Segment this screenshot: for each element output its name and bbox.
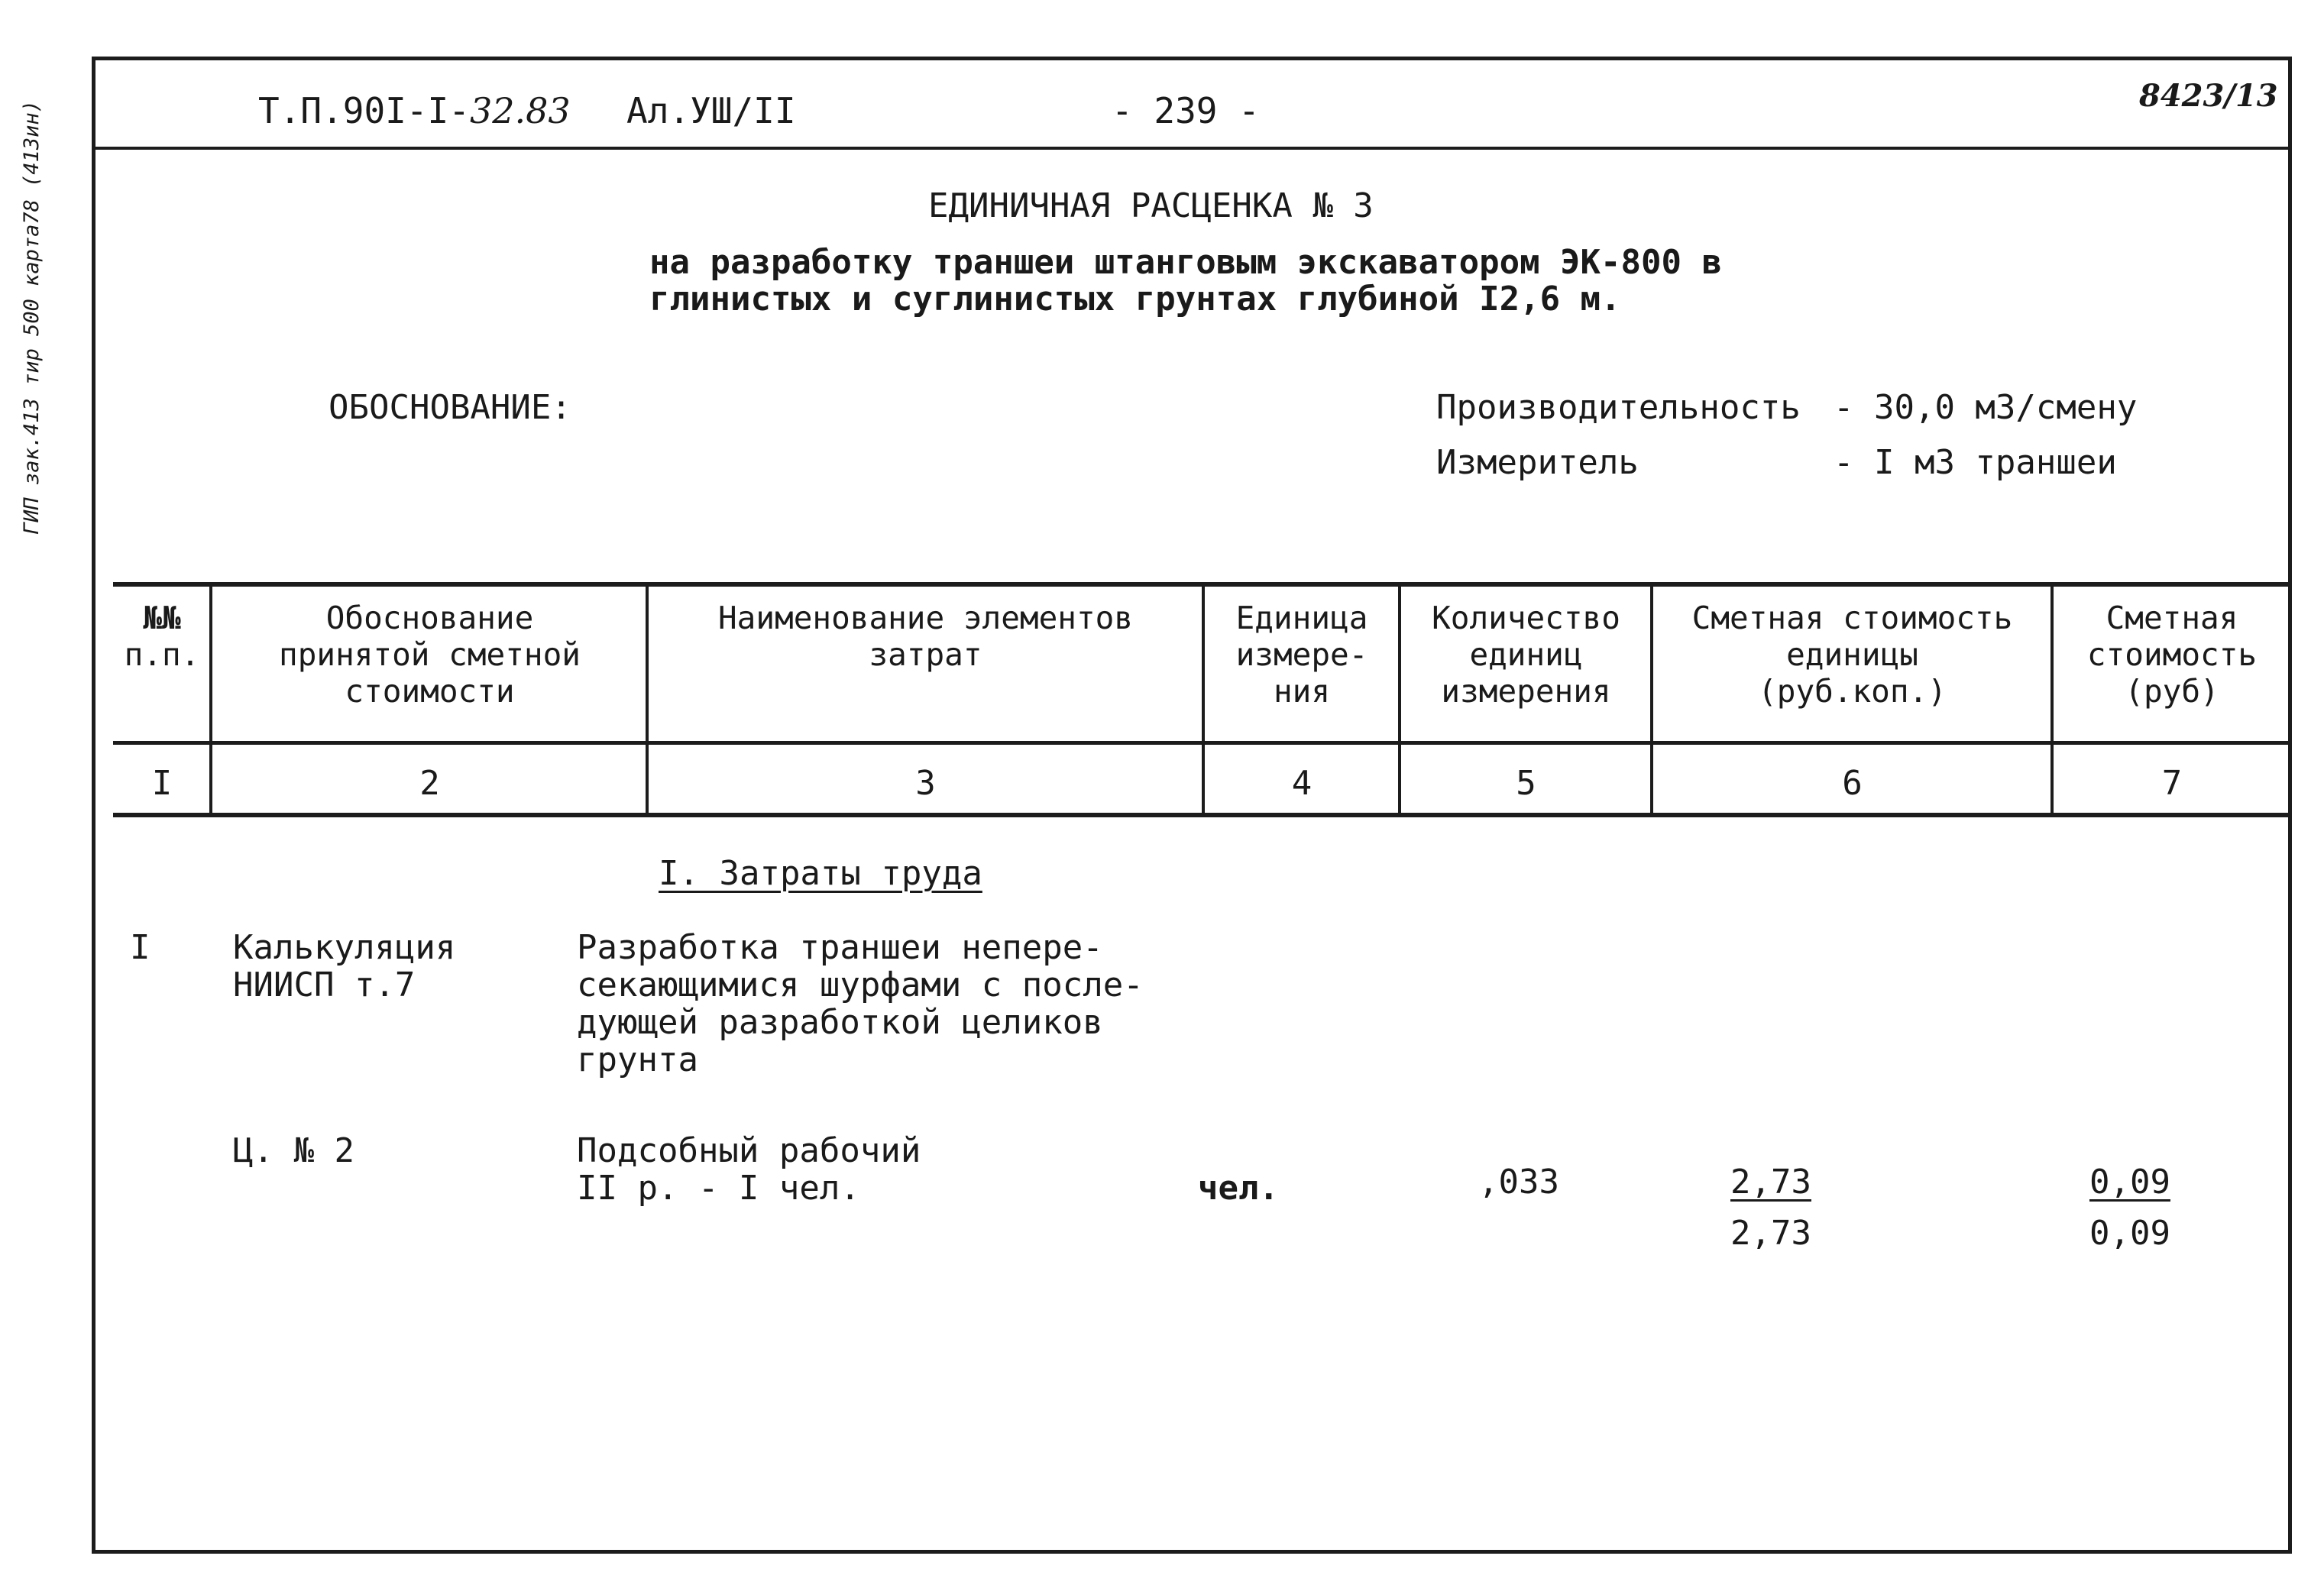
col-header-5: Количество единиц измерения bbox=[1432, 600, 1620, 710]
col-number-2: 2 bbox=[419, 764, 440, 803]
row2-unit-cost-bottom: 2,73 bbox=[1730, 1214, 1811, 1253]
row2-unit: чел. bbox=[1198, 1169, 1279, 1208]
document-subtitle-line1: на разработку траншеи штанговым экскаватором ЭК-800 в bbox=[649, 243, 1722, 282]
page-number: - 239 - bbox=[1112, 90, 1260, 131]
table-col-divider-1 bbox=[209, 587, 212, 813]
col-header-7: Сметная стоимость (руб) bbox=[2086, 600, 2258, 710]
productivity-value: - 30,0 м3/смену bbox=[1834, 388, 2138, 427]
table-header-rule bbox=[113, 741, 2289, 745]
section-title: I. Затраты труда bbox=[659, 854, 982, 893]
col-header-2: Обоснование принятой сметной стоимости bbox=[279, 600, 581, 710]
row1-description: Разработка траншеи непере- секающимися шурфами с после- дующей разработкой целиков грунта bbox=[577, 928, 1144, 1079]
row2-total-top: 0,09 bbox=[2089, 1163, 2170, 1202]
row2-total-bottom: 0,09 bbox=[2089, 1214, 2170, 1253]
row1-number: I bbox=[130, 928, 151, 967]
table-col-divider-5 bbox=[1650, 587, 1653, 813]
col-number-7: 7 bbox=[2161, 764, 2183, 803]
sheet-number: 8423/13 bbox=[2139, 78, 2278, 114]
margin-note: ГИП зак.413 тир 500 карта78 (413ин) bbox=[20, 100, 44, 535]
doc-code-handwritten: 32.83 bbox=[469, 90, 571, 131]
col-header-1: №№ п.п. bbox=[124, 600, 200, 673]
table-col-divider-4 bbox=[1398, 587, 1401, 813]
table-col-divider-2 bbox=[646, 587, 649, 813]
header-rule bbox=[92, 147, 2292, 150]
col-number-6: 6 bbox=[1842, 764, 1863, 803]
col-header-4: Единица измере- ния bbox=[1235, 600, 1368, 710]
table-col-divider-6 bbox=[2050, 587, 2054, 813]
col-header-6: Сметная стоимость единицы (руб.коп.) bbox=[1691, 600, 2013, 710]
table-top-rule bbox=[113, 582, 2289, 587]
row1-basis: Калькуляция НИИСП т.7 bbox=[233, 928, 456, 1004]
doc-code-prefix: Т.П.90I-I- bbox=[258, 90, 470, 131]
col-number-4: 4 bbox=[1291, 764, 1313, 803]
row2-unit-cost-top: 2,73 bbox=[1730, 1163, 1811, 1202]
row2-basis: Ц. № 2 bbox=[233, 1131, 354, 1170]
row2-description: Подсобный рабочий II р. - I чел. bbox=[577, 1131, 921, 1208]
productivity-label: Производительность bbox=[1436, 388, 1801, 427]
meter-value: - I м3 траншеи bbox=[1834, 443, 2117, 482]
col-number-3: 3 bbox=[915, 764, 936, 803]
row2-quantity: ,033 bbox=[1478, 1163, 1559, 1202]
table-col-divider-3 bbox=[1202, 587, 1205, 813]
album-code: Ал.УШ/II bbox=[626, 90, 796, 131]
col-header-3: Наименование элементов затрат bbox=[717, 600, 1134, 673]
meter-label: Измеритель bbox=[1436, 443, 1639, 482]
doc-code bbox=[258, 90, 571, 131]
basis-label: ОБОСНОВАНИЕ: bbox=[329, 388, 571, 427]
document-subtitle-line2: глинистых и суглинистых грунтах глубиной I2,6 м. bbox=[649, 280, 1621, 319]
col-number-5: 5 bbox=[1516, 764, 1536, 803]
col-number-1: I bbox=[151, 764, 173, 803]
table-numbers-rule bbox=[113, 813, 2289, 817]
document-title: ЕДИНИЧНАЯ РАСЦЕНКА № 3 bbox=[928, 186, 1374, 225]
